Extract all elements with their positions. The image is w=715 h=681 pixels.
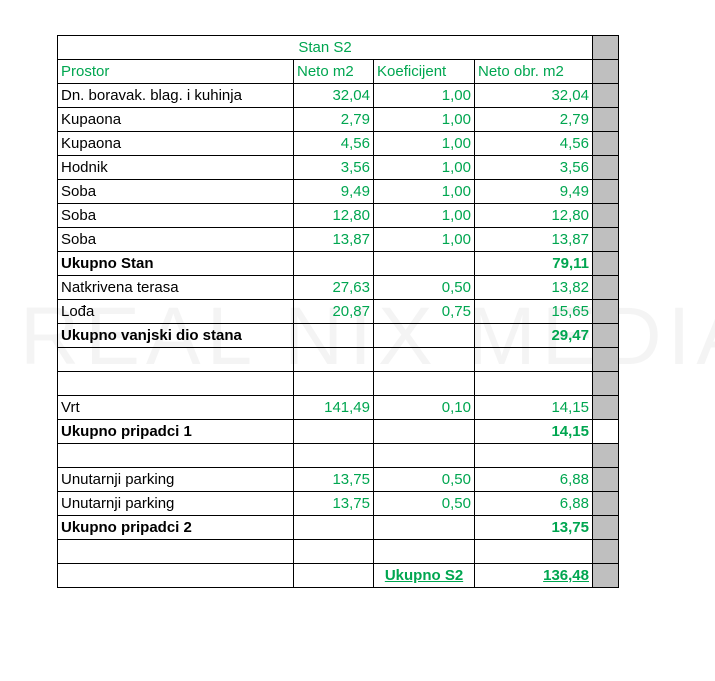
blank-cell: [593, 420, 619, 444]
gray-cell: [593, 252, 619, 276]
title-row: [58, 36, 619, 60]
table-row: [58, 156, 619, 180]
header-neto-obr: Neto obr. m2: [475, 60, 593, 84]
cell-neto-obr: 2,79: [475, 108, 593, 132]
gray-cell: [593, 564, 619, 588]
empty-row: [58, 348, 619, 372]
total-label: Ukupno S2: [374, 564, 475, 588]
table-row: [58, 300, 619, 324]
cell-neto: [294, 252, 374, 276]
cell-koeficijent: [374, 252, 475, 276]
cell-neto-obr: 15,65: [475, 300, 593, 324]
cell-prostor: Kupaona: [58, 108, 294, 132]
cell-neto: [294, 324, 374, 348]
cell-neto: 141,49: [294, 396, 374, 420]
cell-prostor: Soba: [58, 204, 294, 228]
gray-cell: [593, 108, 619, 132]
cell-neto-obr: 3,56: [475, 156, 593, 180]
cell-prostor: Unutarnji parking: [58, 492, 294, 516]
cell-neto-obr: 13,75: [475, 516, 593, 540]
blank-cell: [58, 564, 294, 588]
subtotal-row: [58, 252, 619, 276]
table-row: [58, 204, 619, 228]
header-row: [58, 60, 619, 84]
cell-koeficijent: 1,00: [374, 156, 475, 180]
blank-cell: [294, 564, 374, 588]
cell-koeficijent: [374, 444, 475, 468]
total-value: 136,48: [475, 564, 593, 588]
cell-koeficijent: 0,10: [374, 396, 475, 420]
total-row: [58, 564, 619, 588]
cell-neto: 13,75: [294, 492, 374, 516]
cell-neto-obr: [475, 540, 593, 564]
cell-koeficijent: 1,00: [374, 204, 475, 228]
cell-neto-obr: 13,82: [475, 276, 593, 300]
cell-prostor: Unutarnji parking: [58, 468, 294, 492]
cell-neto-obr: 79,11: [475, 252, 593, 276]
subtotal-row: [58, 324, 619, 348]
gray-cell: [593, 132, 619, 156]
gray-cell: [593, 492, 619, 516]
cell-neto-obr: 29,47: [475, 324, 593, 348]
gray-cell: [593, 84, 619, 108]
cell-koeficijent: 1,00: [374, 228, 475, 252]
cell-neto: [294, 540, 374, 564]
cell-neto-obr: [475, 348, 593, 372]
subtotal-row: [58, 516, 619, 540]
table-row: [58, 180, 619, 204]
gray-cell: [593, 36, 619, 60]
cell-neto: [294, 516, 374, 540]
cell-neto-obr: [475, 444, 593, 468]
cell-neto: 32,04: [294, 84, 374, 108]
cell-prostor: [58, 372, 294, 396]
empty-row: [58, 540, 619, 564]
cell-neto-obr: 4,56: [475, 132, 593, 156]
cell-prostor: Lođa: [58, 300, 294, 324]
gray-cell: [593, 156, 619, 180]
cell-prostor: Ukupno Stan: [58, 252, 294, 276]
cell-neto-obr: [475, 372, 593, 396]
cell-neto: [294, 420, 374, 444]
cell-prostor: Ukupno pripadci 1: [58, 420, 294, 444]
cell-koeficijent: [374, 420, 475, 444]
table-row: [58, 228, 619, 252]
cell-neto: 13,75: [294, 468, 374, 492]
cell-koeficijent: 0,50: [374, 276, 475, 300]
gray-cell: [593, 372, 619, 396]
empty-row: [58, 372, 619, 396]
cell-prostor: Natkrivena terasa: [58, 276, 294, 300]
gray-cell: [593, 444, 619, 468]
cell-koeficijent: 1,00: [374, 132, 475, 156]
cell-koeficijent: 1,00: [374, 84, 475, 108]
cell-prostor: Soba: [58, 228, 294, 252]
cell-neto-obr: 9,49: [475, 180, 593, 204]
cell-koeficijent: [374, 540, 475, 564]
cell-koeficijent: [374, 372, 475, 396]
table-row: [58, 492, 619, 516]
cell-neto: [294, 348, 374, 372]
table-row: [58, 396, 619, 420]
cell-neto-obr: 14,15: [475, 420, 593, 444]
table-row: [58, 468, 619, 492]
gray-cell: [593, 396, 619, 420]
cell-neto: 2,79: [294, 108, 374, 132]
gray-cell: [593, 300, 619, 324]
cell-neto-obr: 6,88: [475, 492, 593, 516]
cell-koeficijent: 0,50: [374, 468, 475, 492]
gray-cell: [593, 60, 619, 84]
cell-neto-obr: 6,88: [475, 468, 593, 492]
cell-neto: 20,87: [294, 300, 374, 324]
cell-koeficijent: 1,00: [374, 108, 475, 132]
cell-koeficijent: 0,50: [374, 492, 475, 516]
area-table: [57, 35, 619, 588]
table-row: [58, 276, 619, 300]
header-koeficijent: Koeficijent: [374, 60, 475, 84]
cell-neto: 4,56: [294, 132, 374, 156]
cell-koeficijent: 0,75: [374, 300, 475, 324]
gray-cell: [593, 516, 619, 540]
cell-prostor: [58, 348, 294, 372]
cell-neto-obr: 32,04: [475, 84, 593, 108]
empty-row: [58, 444, 619, 468]
gray-cell: [593, 180, 619, 204]
gray-cell: [593, 540, 619, 564]
gray-cell: [593, 324, 619, 348]
cell-neto: [294, 444, 374, 468]
header-neto: Neto m2: [294, 60, 374, 84]
cell-prostor: Hodnik: [58, 156, 294, 180]
cell-prostor: Soba: [58, 180, 294, 204]
area-table-sheet: [57, 35, 618, 588]
cell-neto: [294, 372, 374, 396]
cell-neto-obr: 13,87: [475, 228, 593, 252]
cell-prostor: Dn. boravak. blag. i kuhinja: [58, 84, 294, 108]
gray-cell: [593, 228, 619, 252]
gray-cell: [593, 468, 619, 492]
table-row: [58, 84, 619, 108]
cell-koeficijent: [374, 516, 475, 540]
cell-koeficijent: 1,00: [374, 180, 475, 204]
table-row: [58, 108, 619, 132]
table-title: Stan S2: [58, 36, 593, 60]
cell-neto: 27,63: [294, 276, 374, 300]
cell-neto-obr: 12,80: [475, 204, 593, 228]
cell-neto: 9,49: [294, 180, 374, 204]
cell-koeficijent: [374, 348, 475, 372]
subtotal-row: [58, 420, 619, 444]
cell-koeficijent: [374, 324, 475, 348]
gray-cell: [593, 276, 619, 300]
cell-prostor: Ukupno vanjski dio stana: [58, 324, 294, 348]
cell-neto: 13,87: [294, 228, 374, 252]
cell-prostor: [58, 540, 294, 564]
cell-prostor: Kupaona: [58, 132, 294, 156]
cell-prostor: [58, 444, 294, 468]
gray-cell: [593, 348, 619, 372]
cell-neto-obr: 14,15: [475, 396, 593, 420]
gray-cell: [593, 204, 619, 228]
cell-neto: 12,80: [294, 204, 374, 228]
cell-prostor: Ukupno pripadci 2: [58, 516, 294, 540]
cell-neto: 3,56: [294, 156, 374, 180]
header-prostor: Prostor: [58, 60, 294, 84]
cell-prostor: Vrt: [58, 396, 294, 420]
table-row: [58, 132, 619, 156]
